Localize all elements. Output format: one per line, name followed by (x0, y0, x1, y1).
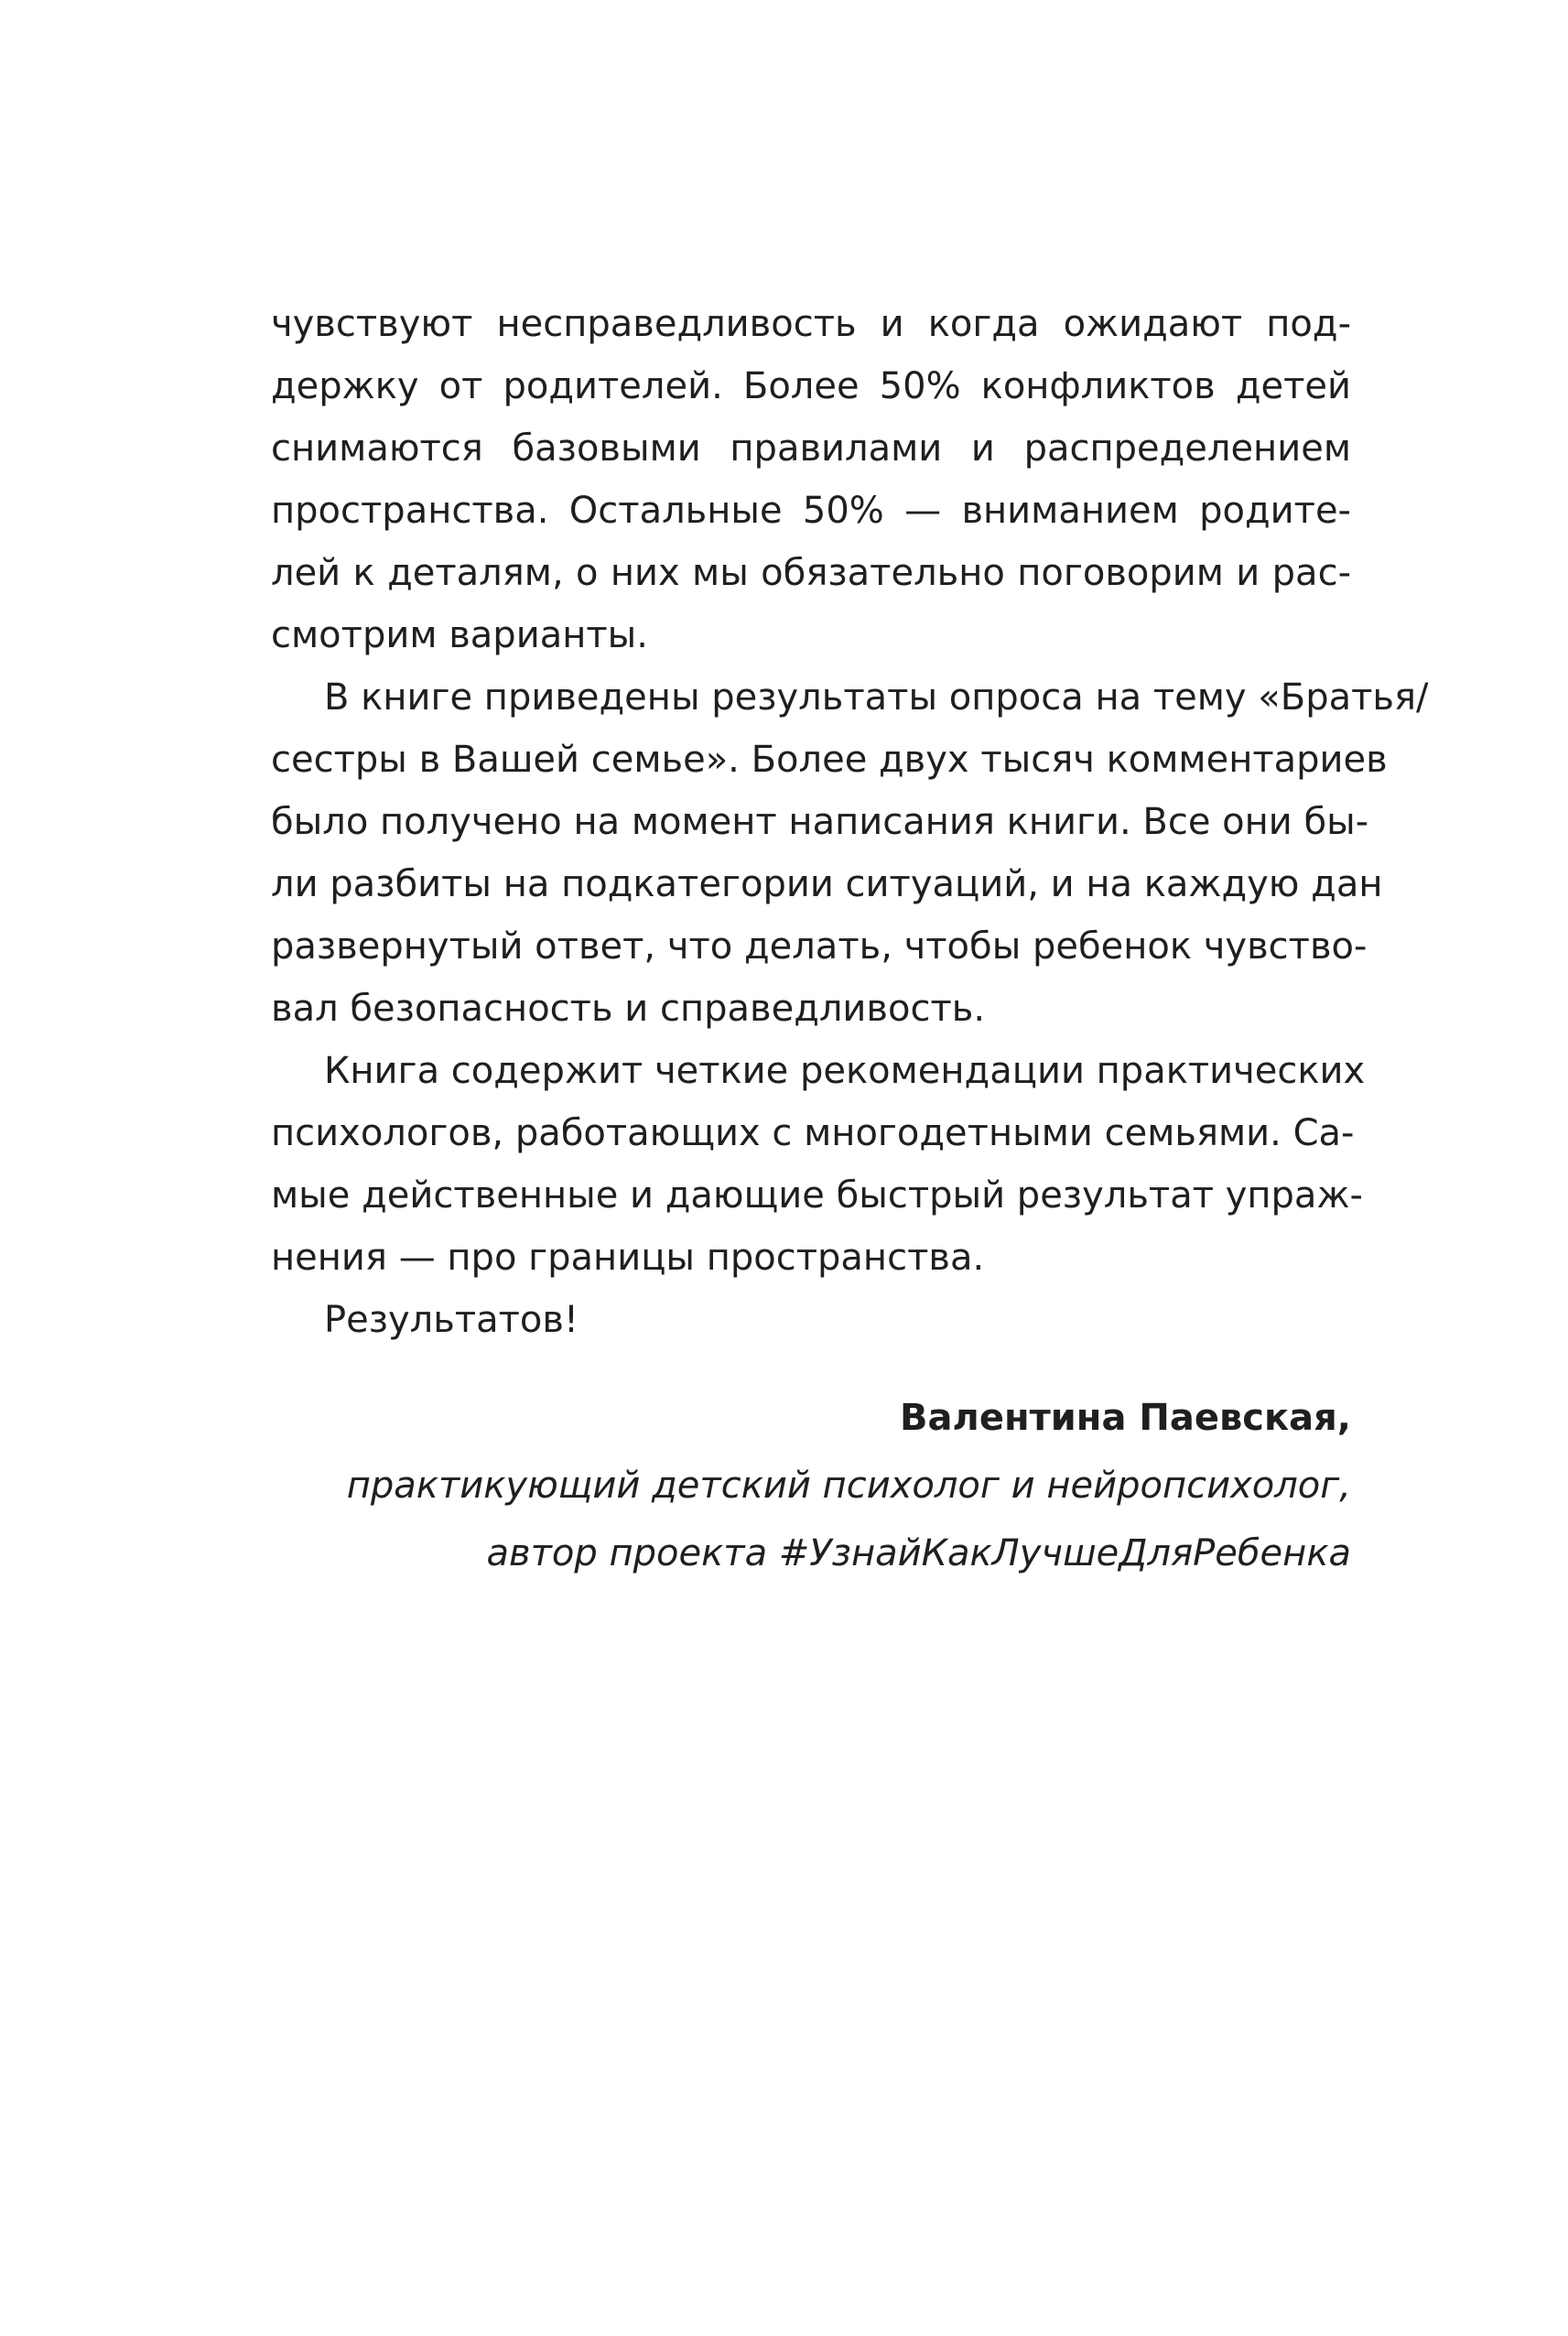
text-line: пространства. Остальные 50% — вниманием родите- (271, 490, 1351, 532)
text-line: В книге приведены результаты опроса на тему «Братья/ (324, 676, 1429, 719)
text-line: вал безопасность и справедливость. (271, 988, 986, 1030)
author-signature (271, 1384, 1351, 1587)
text-line: было получено на момент написания книги. Все они бы- (271, 801, 1369, 843)
author-project: автор проекта #УзнайКакЛучшеДляРебенка (486, 1532, 1351, 1574)
text-line: снимаются базовыми правилами и распределением (271, 427, 1351, 470)
paragraph (271, 293, 1351, 666)
text-line: развернутый ответ, что делать, чтобы ребенок чувство- (271, 925, 1368, 968)
text-line: нения — про границы пространства. (271, 1237, 985, 1279)
author-name: Валентина Паевская, (900, 1397, 1351, 1439)
body-text (271, 293, 1429, 1351)
text-line: Результатов! (324, 1299, 579, 1341)
paragraph (271, 1040, 1366, 1289)
text-line: сестры в Вашей семье». Более двух тысяч комментариев (271, 739, 1388, 781)
text-line: мые действенные и дающие быстрый результат упраж- (271, 1174, 1363, 1217)
paragraph (271, 666, 1429, 1040)
author-role: практикующий детский психолог и нейропсихолог, (346, 1465, 1351, 1507)
text-line: чувствуют несправедливость и когда ожидают под- (271, 303, 1351, 345)
paragraph (271, 1289, 1351, 1351)
text-line: держку от родителей. Более 50% конфликтов детей (271, 365, 1351, 407)
text-line: психологов, работающих с многодетными семьями. Са- (271, 1112, 1355, 1154)
text-line: лей к деталям, о них мы обязательно поговорим и рас- (271, 552, 1351, 594)
text-line: ли разбиты на подкатегории ситуаций, и на каждую дан (271, 863, 1383, 905)
text-line: Книга содержит четкие рекомендации практических (324, 1050, 1366, 1092)
text-line: смотрим варианты. (271, 614, 648, 656)
